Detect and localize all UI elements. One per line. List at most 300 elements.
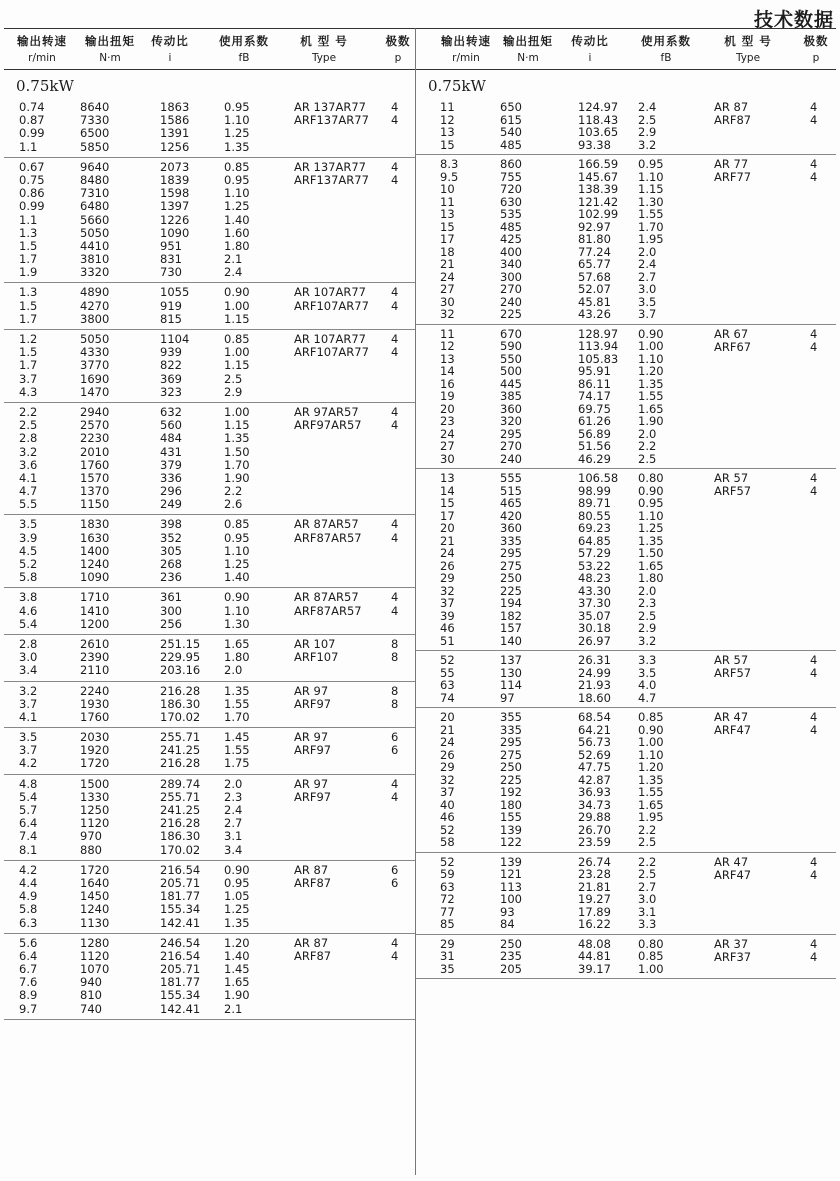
table-row	[4, 877, 415, 890]
torque-cell: 1070	[80, 962, 110, 977]
factor-cell: 1.65	[638, 401, 664, 416]
ratio-cell: 121.42	[578, 194, 619, 209]
factor-cell: 3.2	[638, 633, 657, 648]
table-row	[4, 757, 415, 770]
ratio-cell: 57.29	[578, 546, 611, 560]
table-row	[4, 313, 415, 326]
pole-count: 4	[391, 789, 399, 804]
ratio-cell: 203.16	[160, 663, 201, 678]
factor-cell: 1.35	[638, 376, 664, 391]
factor-cell: 2.4	[638, 257, 657, 271]
speed-cell: 63	[440, 678, 455, 692]
speed-cell: 13	[440, 351, 455, 366]
table-row	[416, 774, 836, 787]
model-type: AR 87	[294, 935, 329, 950]
speed-cell: 31	[440, 949, 455, 963]
model-type: ARF107AR77	[294, 298, 369, 313]
torque-cell: 182	[500, 608, 522, 623]
speed-cell: 3.7	[19, 743, 38, 758]
ratio-cell: 53.22	[578, 558, 611, 573]
speed-cell: 11	[440, 100, 455, 114]
table-row	[4, 127, 415, 140]
factor-cell: 3.3	[638, 653, 657, 667]
header-torque: 输出扭矩	[85, 34, 135, 48]
pole-count: 8	[391, 683, 399, 698]
model-group	[4, 861, 415, 934]
factor-cell: 0.85	[224, 517, 250, 532]
ratio-cell: 17.89	[578, 904, 611, 919]
pole-count: 6	[391, 730, 399, 745]
speed-cell: 20	[440, 710, 455, 724]
speed-cell: 3.5	[19, 517, 38, 532]
model-type: ARF107	[294, 650, 339, 665]
ratio-cell: 205.71	[160, 875, 201, 890]
factor-cell: 1.70	[224, 457, 250, 472]
ratio-cell: 23.28	[578, 867, 611, 881]
speed-cell: 4.8	[19, 776, 38, 791]
torque-cell: 295	[500, 426, 522, 441]
speed-cell: 85	[440, 917, 455, 931]
pole-count: 4	[810, 484, 818, 499]
speed-cell: 21	[440, 257, 455, 271]
torque-cell: 84	[500, 917, 515, 931]
ratio-cell: 86.11	[578, 376, 611, 391]
table-row	[4, 664, 415, 677]
torque-cell: 1330	[80, 789, 110, 804]
speed-cell: 29	[440, 571, 455, 585]
speed-cell: 63	[440, 879, 455, 894]
table-row	[4, 558, 415, 571]
factor-cell: 0.95	[224, 172, 250, 187]
ratio-cell: 138.39	[578, 182, 619, 196]
table-row	[416, 535, 836, 548]
table-row	[416, 679, 836, 692]
torque-cell: 240	[500, 451, 522, 466]
factor-cell: 2.4	[224, 265, 243, 280]
torque-cell: 740	[80, 1001, 102, 1016]
speed-cell: 1.7	[19, 358, 38, 373]
torque-cell: 157	[500, 621, 522, 635]
speed-cell: 9.5	[440, 169, 459, 184]
model-type: AR 47	[714, 710, 749, 724]
pole-count: 4	[391, 172, 399, 187]
ratio-cell: 48.08	[578, 936, 611, 951]
table-row	[416, 196, 836, 209]
speed-cell: 4.2	[19, 862, 38, 877]
model-group	[4, 403, 415, 516]
speed-cell: 14	[440, 483, 455, 498]
model-type: ARF97AR57	[294, 418, 362, 433]
torque-cell: 1200	[80, 616, 110, 631]
ratio-cell: 919	[160, 298, 182, 313]
torque-cell: 225	[500, 772, 522, 787]
model-type: AR 57	[714, 653, 749, 667]
speed-cell: 5.8	[19, 902, 38, 917]
torque-cell: 250	[500, 936, 522, 951]
speed-cell: 15	[440, 219, 455, 234]
ratio-cell: 24.99	[578, 665, 611, 680]
pole-count: 4	[810, 471, 818, 485]
ratio-cell: 1397	[160, 199, 190, 214]
table-row	[4, 498, 415, 511]
ratio-cell: 361	[160, 590, 182, 605]
ratio-cell: 336	[160, 470, 182, 485]
speed-cell: 5.2	[19, 557, 38, 571]
power-label: 0.75kW	[16, 77, 74, 95]
pole-count: 4	[391, 418, 399, 433]
torque-cell: 1400	[80, 543, 110, 558]
table-row	[4, 963, 415, 976]
pole-count: 4	[391, 345, 399, 360]
table-row	[416, 811, 836, 824]
factor-cell: 0.85	[638, 710, 664, 724]
model-type: ARF87	[294, 948, 332, 963]
speed-cell: 1.7	[19, 311, 38, 326]
torque-cell: 880	[80, 842, 102, 857]
speed-cell: 51	[440, 633, 455, 648]
torque-cell: 240	[500, 294, 522, 309]
speed-cell: 6.4	[19, 816, 38, 831]
ratio-cell: 236	[160, 570, 182, 585]
speed-cell: 4.1	[19, 470, 38, 485]
speed-cell: 19	[440, 389, 455, 403]
torque-cell: 275	[500, 558, 522, 573]
torque-cell: 225	[500, 307, 522, 321]
speed-cell: 32	[440, 772, 455, 787]
ratio-cell: 43.26	[578, 307, 611, 321]
ratio-cell: 205.71	[160, 962, 201, 977]
ratio-cell: 951	[160, 238, 182, 253]
speed-cell: 7.4	[19, 829, 38, 844]
factor-cell: 0.95	[638, 496, 664, 510]
ratio-cell: 632	[160, 404, 182, 419]
table-row	[416, 183, 836, 196]
speed-cell: 17	[440, 232, 455, 246]
speed-cell: 58	[440, 835, 455, 849]
table-row	[4, 618, 415, 631]
table-row	[4, 903, 415, 916]
table-row	[416, 918, 836, 931]
ratio-cell: 105.83	[578, 351, 619, 366]
ratio-cell: 102.99	[578, 207, 619, 221]
speed-cell: 26	[440, 747, 455, 762]
factor-cell: 1.35	[224, 431, 250, 446]
factor-cell: 2.5	[638, 867, 657, 881]
pole-count: 4	[810, 100, 818, 114]
torque-cell: 1450	[80, 889, 110, 904]
factor-cell: 3.2	[638, 137, 657, 152]
model-type: AR 57	[714, 471, 749, 485]
pole-count: 4	[391, 948, 399, 963]
torque-cell: 970	[80, 829, 102, 844]
factor-cell: 0.85	[638, 949, 664, 963]
speed-cell: 4.1	[19, 709, 38, 724]
speed-cell: 24	[440, 269, 455, 284]
ratio-cell: 52.69	[578, 747, 611, 762]
table-row	[4, 214, 415, 227]
ratio-cell: 68.54	[578, 710, 611, 724]
ratio-cell: 216.54	[160, 948, 201, 963]
table-row	[4, 651, 415, 664]
factor-cell: 1.65	[224, 636, 250, 651]
model-type: AR 107AR77	[294, 285, 366, 300]
factor-cell: 1.35	[638, 533, 664, 548]
factor-cell: 2.2	[638, 439, 657, 453]
ratio-cell: 256	[160, 616, 182, 631]
model-group	[4, 682, 415, 729]
pole-count: 4	[810, 723, 818, 738]
factor-cell: 3.4	[224, 842, 243, 857]
factor-cell: 0.90	[224, 285, 250, 300]
model-type: AR 47	[714, 854, 749, 869]
speed-cell: 2.2	[19, 404, 38, 419]
ratio-cell: 93.38	[578, 137, 611, 152]
torque-cell: 3800	[80, 311, 110, 326]
header-factor: 使用系数	[641, 34, 691, 48]
table-row	[416, 635, 836, 648]
ratio-cell: 431	[160, 444, 182, 459]
speed-cell: 37	[440, 596, 455, 610]
ratio-cell: 216.28	[160, 756, 201, 771]
table-row	[4, 571, 415, 584]
page-title: 技术数据	[753, 9, 834, 31]
factor-cell: 1.40	[224, 948, 250, 963]
speed-cell: 0.86	[19, 186, 45, 201]
speed-cell: 3.0	[19, 650, 38, 665]
torque-cell: 114	[500, 678, 522, 692]
model-type: ARF97	[294, 789, 332, 804]
pole-count: 4	[810, 867, 818, 882]
factor-cell: 0.90	[638, 483, 664, 498]
table-row	[416, 667, 836, 680]
speed-cell: 13	[440, 125, 455, 139]
torque-cell: 590	[500, 339, 522, 353]
factor-cell: 2.2	[224, 484, 243, 499]
ratio-cell: 216.54	[160, 862, 201, 877]
ratio-cell: 1839	[160, 172, 190, 187]
table-row	[4, 446, 415, 459]
table-row	[416, 547, 836, 560]
model-group	[4, 158, 415, 284]
torque-cell: 320	[500, 414, 522, 428]
table-row	[416, 572, 836, 585]
factor-cell: 0.90	[224, 862, 250, 877]
table-row	[4, 187, 415, 200]
factor-cell: 0.80	[638, 471, 664, 485]
torque-cell: 1240	[80, 902, 110, 917]
table-row	[416, 510, 836, 523]
factor-cell: 2.9	[638, 125, 657, 139]
torque-cell: 1930	[80, 696, 110, 711]
speed-cell: 24	[440, 735, 455, 749]
model-type: AR 77	[714, 157, 749, 171]
factor-cell: 1.00	[638, 961, 664, 976]
speed-cell: 2.8	[19, 636, 38, 651]
torque-cell: 5050	[80, 332, 110, 346]
speed-cell: 3.7	[19, 696, 38, 711]
speed-cell: 5.4	[19, 616, 38, 631]
table-row	[4, 200, 415, 213]
table-row	[416, 497, 836, 510]
ratio-cell: 128.97	[578, 326, 619, 341]
factor-cell: 1.70	[224, 709, 250, 724]
ratio-cell: 26.97	[578, 633, 611, 648]
table-row	[4, 744, 415, 757]
table-row	[416, 824, 836, 837]
torque-cell: 810	[80, 988, 102, 1003]
table-row	[416, 472, 836, 485]
ratio-cell: 39.17	[578, 961, 611, 976]
model-type: AR 87	[294, 862, 329, 877]
torque-cell: 340	[500, 257, 522, 271]
pole-count: 4	[391, 113, 399, 128]
table-row	[416, 692, 836, 705]
ratio-cell: 305	[160, 543, 182, 558]
torque-cell: 130	[500, 665, 522, 680]
header-ratio: 传动比	[151, 34, 189, 48]
model-type: ARF97	[294, 743, 332, 758]
speed-cell: 4.3	[19, 384, 38, 399]
torque-cell: 1120	[80, 816, 110, 831]
table-row	[416, 340, 836, 353]
factor-cell: 2.0	[638, 426, 657, 441]
speed-cell: 55	[440, 665, 455, 680]
torque-cell: 8480	[80, 172, 110, 187]
factor-cell: 2.9	[224, 384, 243, 399]
torque-cell: 3770	[80, 358, 110, 373]
ratio-cell: 26.70	[578, 822, 611, 837]
model-group	[4, 588, 415, 635]
torque-cell: 2240	[80, 683, 110, 698]
factor-cell: 1.20	[638, 760, 664, 774]
pole-count: 6	[391, 875, 399, 890]
table-row	[416, 258, 836, 271]
table-row	[416, 963, 836, 976]
table-row	[4, 890, 415, 903]
pole-count: 4	[391, 159, 399, 174]
ratio-cell: 170.02	[160, 709, 201, 724]
torque-cell: 1130	[80, 915, 110, 930]
ratio-cell: 1256	[160, 139, 190, 154]
factor-cell: 1.50	[224, 444, 250, 459]
factor-cell: 1.50	[638, 546, 664, 560]
factor-cell: 1.45	[224, 730, 250, 745]
speed-cell: 11	[440, 194, 455, 209]
pole-count: 4	[810, 157, 818, 171]
speed-cell: 52	[440, 854, 455, 869]
header-poles: 极数	[803, 34, 829, 48]
speed-cell: 24	[440, 426, 455, 441]
model-group	[4, 283, 415, 330]
header-torque-unit: N·m	[517, 52, 539, 64]
speed-cell: 13	[440, 207, 455, 221]
ratio-cell: 19.27	[578, 892, 611, 906]
ratio-cell: 216.28	[160, 816, 201, 831]
factor-cell: 1.35	[638, 772, 664, 787]
table-row	[4, 227, 415, 240]
torque-cell: 192	[500, 785, 522, 799]
table-row	[416, 283, 836, 296]
torque-cell: 205	[500, 961, 522, 976]
speed-cell: 18	[440, 244, 455, 259]
factor-cell: 1.80	[224, 650, 250, 665]
factor-cell: 3.3	[638, 917, 657, 931]
table-row	[4, 844, 415, 857]
speed-cell: 1.5	[19, 298, 38, 313]
torque-cell: 2030	[80, 730, 110, 745]
model-group	[416, 708, 836, 853]
model-type: AR 87AR57	[294, 517, 359, 532]
speed-cell: 0.87	[19, 113, 45, 128]
factor-cell: 1.15	[224, 358, 250, 373]
factor-cell: 1.60	[224, 225, 250, 240]
torque-cell: 270	[500, 439, 522, 453]
torque-cell: 445	[500, 376, 522, 391]
factor-cell: 1.05	[224, 889, 250, 904]
factor-cell: 1.25	[638, 521, 664, 535]
table-row	[416, 799, 836, 812]
model-group	[416, 651, 836, 708]
table-row	[4, 778, 415, 791]
table-row	[4, 266, 415, 279]
speed-cell: 37	[440, 785, 455, 799]
ratio-cell: 1055	[160, 285, 190, 300]
table-row	[4, 937, 415, 950]
ratio-cell: 106.58	[578, 471, 619, 485]
table-row	[416, 353, 836, 366]
ratio-cell: 1090	[160, 225, 190, 240]
table-row	[4, 917, 415, 930]
torque-cell: 295	[500, 546, 522, 560]
ratio-cell: 822	[160, 358, 182, 373]
torque-cell: 295	[500, 735, 522, 749]
torque-cell: 420	[500, 508, 522, 523]
table-row	[4, 989, 415, 1002]
ratio-cell: 21.81	[578, 879, 611, 894]
ratio-cell: 142.41	[160, 915, 201, 930]
ratio-cell: 69.23	[578, 521, 611, 535]
table-row	[416, 906, 836, 919]
factor-cell: 2.5	[224, 371, 243, 386]
factor-cell: 1.35	[224, 683, 250, 698]
speed-cell: 40	[440, 797, 455, 812]
model-group	[416, 935, 836, 980]
ratio-cell: 43.30	[578, 583, 611, 598]
ratio-cell: 255.71	[160, 789, 201, 804]
table-row	[416, 868, 836, 881]
table-row	[4, 731, 415, 744]
factor-cell: 2.7	[638, 269, 657, 284]
factor-cell: 1.55	[638, 207, 664, 221]
factor-cell: 0.90	[638, 326, 664, 341]
model-type: ARF107AR77	[294, 345, 369, 360]
table-row	[416, 893, 836, 906]
factor-cell: 1.65	[224, 975, 250, 990]
table-row	[4, 253, 415, 266]
table-row	[416, 453, 836, 466]
ratio-cell: 57.68	[578, 269, 611, 284]
table-row	[416, 881, 836, 894]
table-row	[416, 171, 836, 184]
model-type: AR 87AR57	[294, 590, 359, 605]
ratio-cell: 268	[160, 557, 182, 571]
torque-cell: 1150	[80, 497, 110, 512]
ratio-cell: 186.30	[160, 696, 201, 711]
speed-cell: 30	[440, 451, 455, 466]
table-row	[416, 836, 836, 849]
table-row	[416, 328, 836, 341]
factor-cell: 2.9	[638, 621, 657, 635]
